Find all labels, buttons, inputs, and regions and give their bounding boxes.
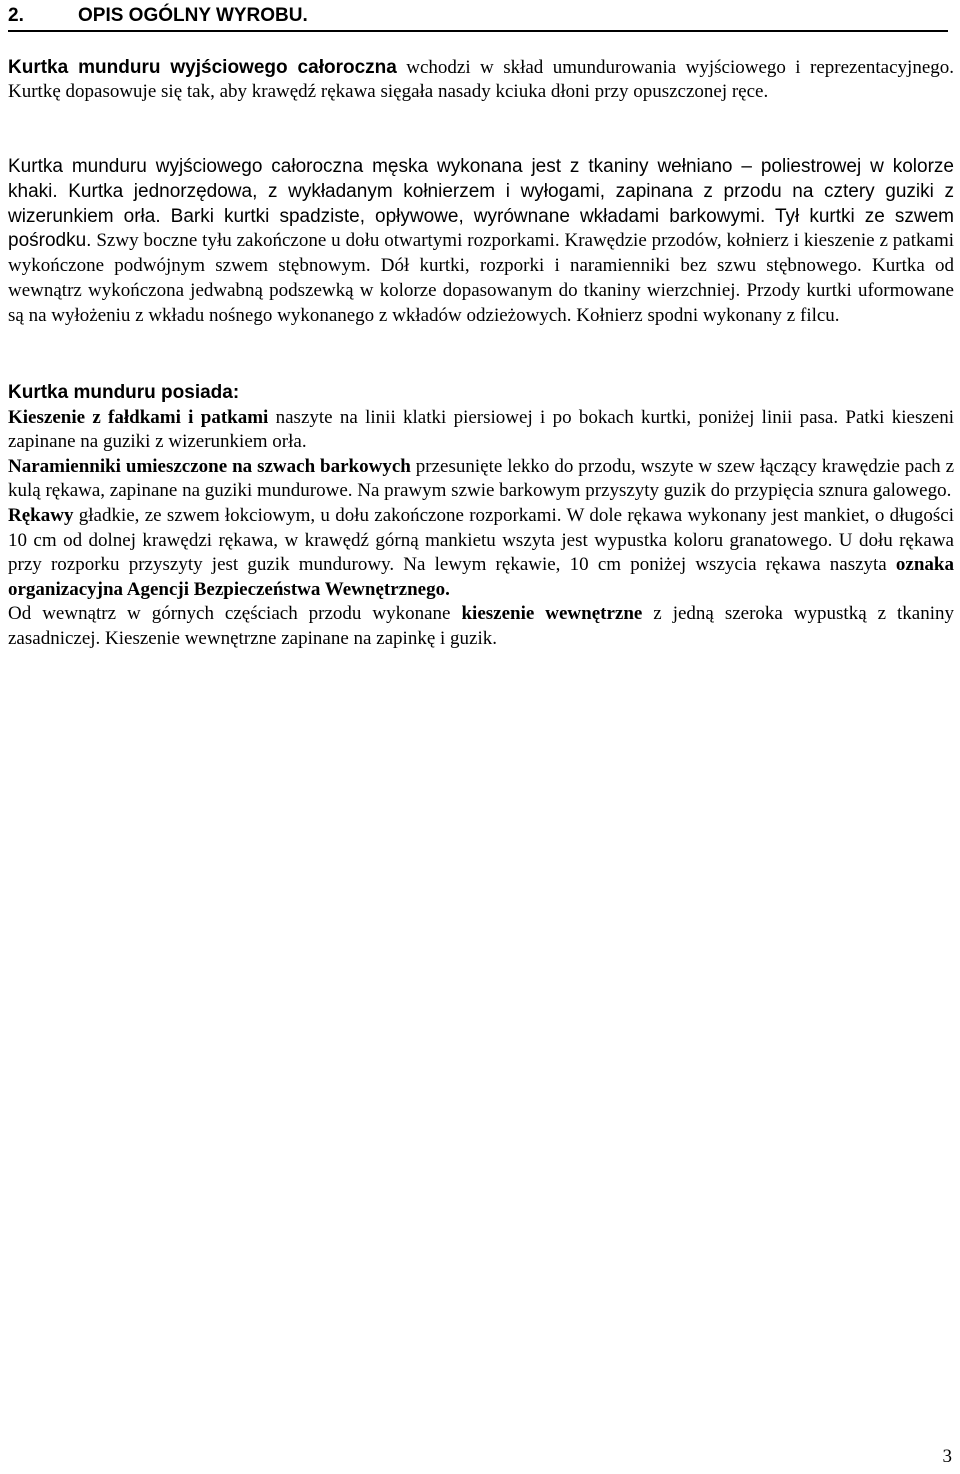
epaulettes-paragraph (8, 455, 954, 504)
inner-pockets-paragraph (8, 602, 954, 651)
intro-lead: Kurtka munduru wyjściowego całoroczna (8, 57, 397, 78)
inner-lead: kieszenie wewnętrzne (461, 603, 643, 625)
sleeves-paragraph (8, 504, 954, 602)
description-text-serif: Szwy boczne tyłu zakończone u dołu otwartymi rozporkami. Krawędzie przodów, kołnierz i kieszenie z patkami wykończone podwójnym szwem stębnowym. Dół kurtki, rozporki i naramienniki bez szwu stębnowego. Kurtka od wewnątrz wykończona jedwabną podszewką w kolorze dopasowanym do tkaniny wierzchniej. Przody kurtki uformowane są na wyłożeniu z wkładu nośnego wykonanego z wkładów odzieżowych. Kołnierz spodni wykonany z filcu. (8, 230, 954, 326)
pockets-lead: Kieszenie z fałdkami i patkami (8, 406, 269, 428)
epaulettes-text: przesunięte lekko do przodu, wszyte w szew łączący krawędzie pach z kulą rękawa, zapinane na guziki mundurowe. Na prawym szwie barkowym przyszyty guzik do przypięcia sznura galowego. (8, 455, 955, 502)
inner-pre: Od wewnątrz w górnych częściach przodu wykonane (8, 603, 462, 625)
sleeves-text: gładkie, ze szwem łokciowym, u dołu zakończone rozporkami. W dole rękawa wykonany jest mankiet, o długości 10 cm od dolnej krawędzi rękawa, w krawędź górną mankietu wszyta jest wypustka koloru granatowego. U dołu rękawa przy rozporku przyszyty jest guzik mundurowy. Na lewym rękawie, 10 cm poniżej wszycia rękawa naszyta (8, 504, 954, 576)
features-title: Kurtka munduru posiada: (8, 382, 240, 403)
sleeves-lead: Rękawy (8, 504, 74, 526)
intro-paragraph (8, 56, 954, 104)
inner-text: z jedną szeroka wypustką z tkaniny zasadniczej. Kieszenie wewnętrzne zapinane na zapinkę i guzik. (8, 603, 954, 649)
pockets-paragraph (8, 406, 954, 455)
description-text-sans: Kurtka munduru wyjściowego całoroczna męska wykonana jest z tkaniny wełniano – poliestrowej w kolorze khaki. Kurtka jednorzędowa, z wykładanym kołnierzem i wyłogami, zapinana z przodu na cztery guziki z wizerunkiem orła. Barki kurtki spadziste, opływowe, wyrównane wkładami barkowymi. Tył kurtki ze szwem pośrodku. (8, 156, 954, 252)
sleeves-badge: oznaka organizacyjna Agencji Bezpieczeństwa Wewnętrznego. (8, 554, 954, 600)
epaulettes-lead: Naramienniki umieszczone na szwach barkowych (8, 455, 411, 477)
features-section (8, 381, 954, 652)
intro-text: wchodzi w skład umundurowania wyjściowego i reprezentacyjnego. Kurtkę dopasowuje się tak, aby krawędź rękawa sięgała nasady kciuka dłoni przy opuszczonej ręce. (8, 57, 955, 102)
section-heading (8, 4, 948, 32)
section-title: OPIS OGÓLNY WYROBU. (78, 5, 308, 26)
page-number: 3 (942, 1446, 952, 1467)
section-number: 2. (8, 5, 24, 26)
description-paragraph (8, 155, 954, 329)
pockets-text: naszyte na linii klatki piersiowej i po bokach kurtki, poniżej linii pasa. Patki kieszeni zapinane na guziki z wizerunkiem orła. (8, 406, 954, 453)
